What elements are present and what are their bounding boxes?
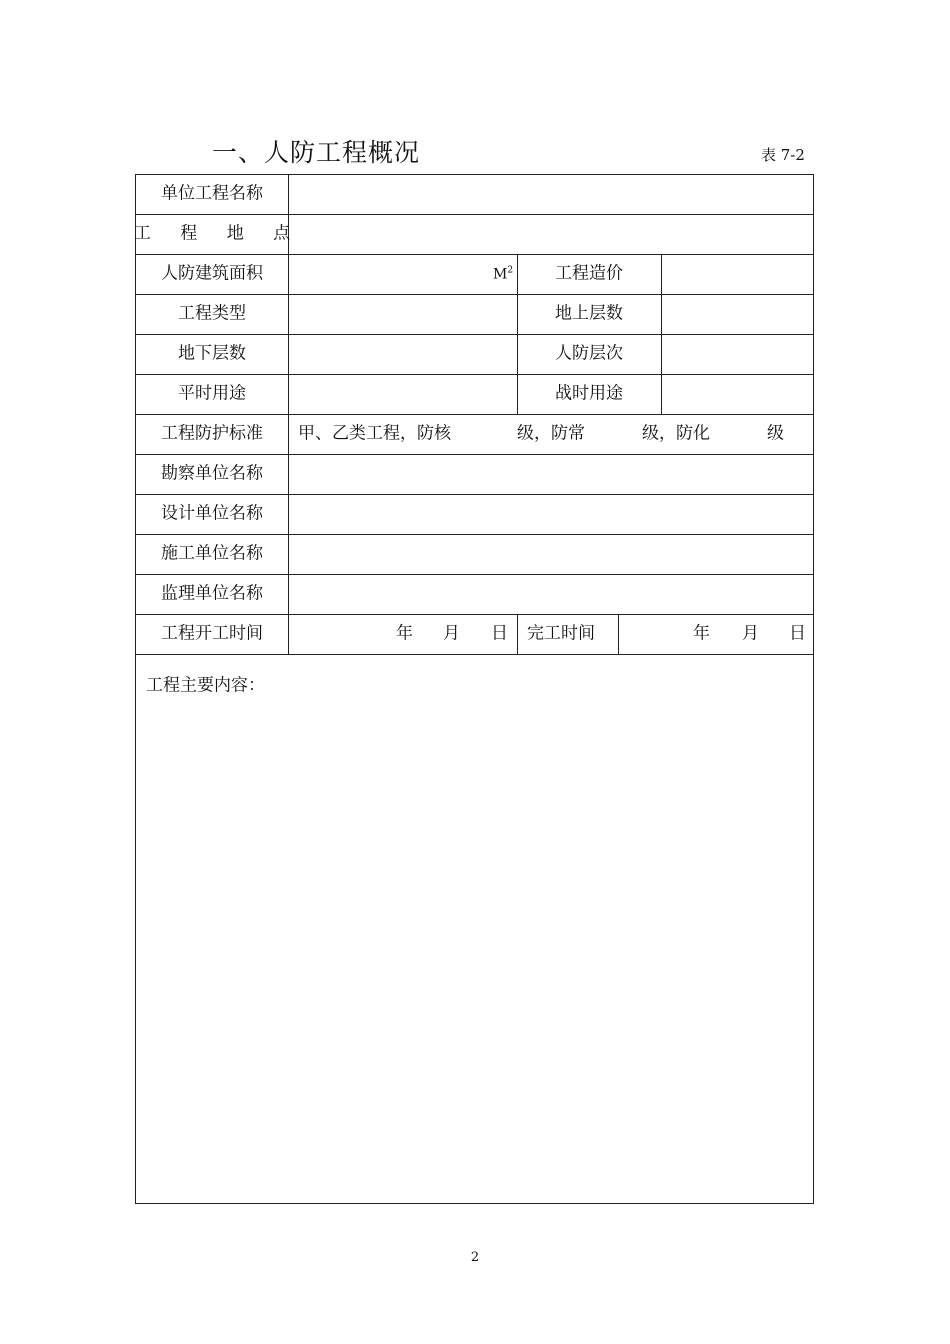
row-divider (136, 214, 813, 215)
column-divider (517, 614, 518, 654)
protection-text-4: 级 (767, 423, 784, 444)
location-label: 工 程 地 点 (133, 223, 303, 244)
row-divider (136, 454, 813, 455)
column-divider (618, 614, 619, 654)
construction-label: 施工单位名称 (161, 543, 263, 564)
unit-name-label: 单位工程名称 (161, 183, 263, 204)
survey-label: 勘察单位名称 (161, 463, 263, 484)
protection-text-3: 级，防化 (642, 423, 710, 444)
location-field[interactable] (296, 219, 806, 249)
start-year: 年 (396, 623, 413, 644)
type-label: 工程类型 (178, 303, 246, 324)
area-unit (493, 267, 513, 282)
protection-label: 工程防护标准 (161, 423, 263, 444)
area-unit-superscript: 2 (507, 265, 514, 276)
floors-above-label: 地上层数 (555, 303, 623, 324)
start-month: 月 (443, 623, 460, 644)
cost-label: 工程造价 (555, 263, 623, 284)
column-divider (661, 254, 662, 414)
start-time-label: 工程开工时间 (161, 623, 263, 644)
column-divider (517, 254, 518, 414)
row-divider (136, 654, 813, 655)
page-number: 2 (470, 1250, 480, 1265)
row-divider (136, 294, 813, 295)
area-unit-text: M (493, 266, 508, 283)
table-number: 表 7-2 (761, 146, 805, 164)
supervision-label: 监理单位名称 (161, 583, 263, 604)
finish-year: 年 (693, 623, 710, 644)
design-label: 设计单位名称 (161, 503, 263, 524)
area-label: 人防建筑面积 (161, 263, 263, 284)
main-content-label: 工程主要内容： (146, 675, 265, 696)
row-divider (136, 534, 813, 535)
floors-below-label: 地下层数 (178, 343, 246, 364)
row-divider (136, 494, 813, 495)
finish-month: 月 (742, 623, 759, 644)
page-title: 一、人防工程概况 (212, 138, 421, 167)
row-divider (136, 414, 813, 415)
row-divider (136, 254, 813, 255)
row-divider (136, 574, 813, 575)
row-divider (136, 374, 813, 375)
unit-name-field[interactable] (296, 179, 806, 209)
protection-text-2: 级，防常 (517, 423, 585, 444)
peace-use-label: 平时用途 (178, 383, 246, 404)
form-table (135, 174, 814, 1204)
row-divider (136, 614, 813, 615)
war-use-label: 战时用途 (555, 383, 623, 404)
protection-text-1: 甲、乙类工程，防核 (298, 423, 451, 444)
start-day: 日 (491, 623, 508, 644)
finish-day: 日 (789, 623, 806, 644)
column-divider (288, 175, 289, 654)
finish-time-label: 完工时间 (527, 623, 595, 644)
row-divider (136, 334, 813, 335)
main-content-area[interactable] (144, 705, 804, 1195)
defense-floor-label: 人防层次 (555, 343, 623, 364)
